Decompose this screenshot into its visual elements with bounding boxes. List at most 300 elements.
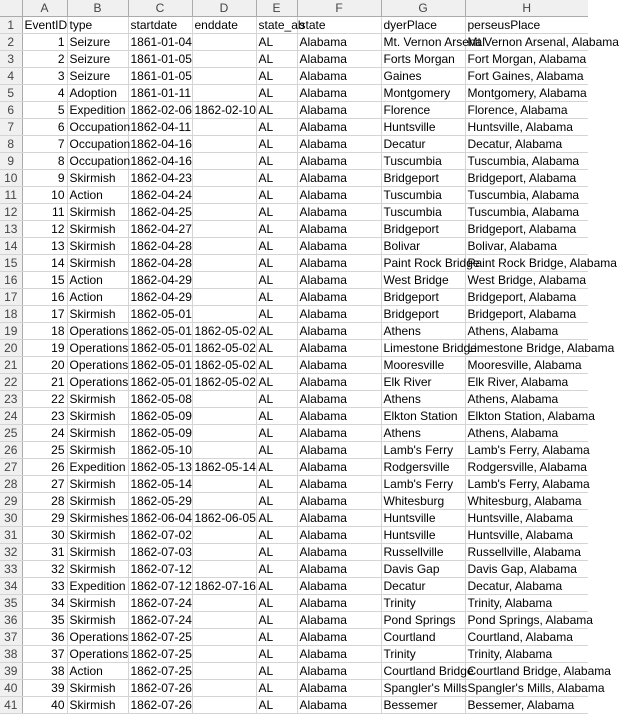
header-cell[interactable]: dyerPlace xyxy=(381,17,465,34)
cell[interactable]: Operations xyxy=(67,629,128,646)
row-number[interactable]: 9 xyxy=(0,153,22,170)
row-number[interactable]: 16 xyxy=(0,272,22,289)
column-header-d[interactable]: D xyxy=(192,0,256,17)
cell[interactable]: Courtland Bridge xyxy=(381,663,465,680)
cell[interactable]: Alabama xyxy=(297,340,381,357)
cell[interactable]: Rodgersville xyxy=(381,459,465,476)
cell[interactable]: Alabama xyxy=(297,238,381,255)
cell[interactable]: AL xyxy=(256,170,297,187)
cell[interactable]: Russellville, Alabama xyxy=(465,544,588,561)
cell[interactable]: 1862-04-28 xyxy=(128,255,192,272)
cell[interactable] xyxy=(192,170,256,187)
cell[interactable]: Alabama xyxy=(297,663,381,680)
cell[interactable]: 1862-05-13 xyxy=(128,459,192,476)
cell[interactable]: Huntsville xyxy=(381,527,465,544)
cell[interactable]: 9 xyxy=(22,170,67,187)
cell[interactable]: Elk River, Alabama xyxy=(465,374,588,391)
cell[interactable]: 1861-01-04 xyxy=(128,34,192,51)
cell[interactable]: Lamb's Ferry xyxy=(381,442,465,459)
row-number[interactable]: 13 xyxy=(0,221,22,238)
cell[interactable]: 1862-04-23 xyxy=(128,170,192,187)
cell[interactable]: AL xyxy=(256,272,297,289)
cell[interactable]: AL xyxy=(256,663,297,680)
cell[interactable]: Operations xyxy=(67,374,128,391)
cell[interactable]: AL xyxy=(256,289,297,306)
cell[interactable]: Mt Vernon Arsenal, Alabama xyxy=(465,34,588,51)
cell[interactable] xyxy=(192,680,256,697)
cell[interactable] xyxy=(192,136,256,153)
row-number[interactable]: 15 xyxy=(0,255,22,272)
row-number[interactable]: 18 xyxy=(0,306,22,323)
cell[interactable]: AL xyxy=(256,119,297,136)
cell[interactable] xyxy=(192,221,256,238)
cell[interactable]: 4 xyxy=(22,85,67,102)
cell[interactable]: Operations xyxy=(67,323,128,340)
cell[interactable]: Athens, Alabama xyxy=(465,391,588,408)
cell[interactable]: Spangler's Mills xyxy=(381,680,465,697)
cell[interactable] xyxy=(192,442,256,459)
cell[interactable]: Florence, Alabama xyxy=(465,102,588,119)
cell[interactable]: Skirmish xyxy=(67,493,128,510)
cell[interactable]: Skirmish xyxy=(67,170,128,187)
cell[interactable]: Alabama xyxy=(297,187,381,204)
row-number[interactable]: 36 xyxy=(0,612,22,629)
cell[interactable]: Athens, Alabama xyxy=(465,323,588,340)
cell[interactable]: Trinity, Alabama xyxy=(465,595,588,612)
cell[interactable]: Alabama xyxy=(297,697,381,714)
cell[interactable]: Alabama xyxy=(297,221,381,238)
row-number[interactable]: 11 xyxy=(0,187,22,204)
cell[interactable] xyxy=(192,408,256,425)
cell[interactable]: 1862-04-28 xyxy=(128,238,192,255)
row-number[interactable]: 27 xyxy=(0,459,22,476)
cell[interactable]: 28 xyxy=(22,493,67,510)
cell[interactable]: 20 xyxy=(22,357,67,374)
cell[interactable]: 1862-05-01 xyxy=(128,306,192,323)
cell[interactable]: 1862-07-16 xyxy=(192,578,256,595)
cell[interactable]: 1862-06-04 xyxy=(128,510,192,527)
cell[interactable]: 5 xyxy=(22,102,67,119)
cell[interactable]: Fort Morgan, Alabama xyxy=(465,51,588,68)
cell[interactable]: Alabama xyxy=(297,544,381,561)
cell[interactable]: Skirmish xyxy=(67,391,128,408)
cell[interactable]: Fort Gaines, Alabama xyxy=(465,68,588,85)
cell[interactable]: Alabama xyxy=(297,170,381,187)
cell[interactable] xyxy=(192,187,256,204)
row-number[interactable]: 24 xyxy=(0,408,22,425)
cell[interactable]: 1862-07-24 xyxy=(128,612,192,629)
cell[interactable]: Occupation xyxy=(67,119,128,136)
cell[interactable]: Lamb's Ferry, Alabama xyxy=(465,476,588,493)
cell[interactable] xyxy=(192,663,256,680)
cell[interactable]: 36 xyxy=(22,629,67,646)
cell[interactable]: Decatur, Alabama xyxy=(465,578,588,595)
cell[interactable]: Seizure xyxy=(67,34,128,51)
cell[interactable]: Seizure xyxy=(67,51,128,68)
cell[interactable]: Seizure xyxy=(67,68,128,85)
row-number[interactable]: 7 xyxy=(0,119,22,136)
row-number[interactable]: 29 xyxy=(0,493,22,510)
cell[interactable]: Alabama xyxy=(297,68,381,85)
cell[interactable]: Alabama xyxy=(297,272,381,289)
header-cell[interactable]: enddate xyxy=(192,17,256,34)
cell[interactable]: Alabama xyxy=(297,136,381,153)
cell[interactable]: Alabama xyxy=(297,391,381,408)
cell[interactable]: Trinity xyxy=(381,595,465,612)
cell[interactable]: 1862-02-10 xyxy=(192,102,256,119)
row-number[interactable]: 23 xyxy=(0,391,22,408)
cell[interactable]: Skirmish xyxy=(67,612,128,629)
row-number[interactable]: 22 xyxy=(0,374,22,391)
header-cell[interactable]: EventID xyxy=(22,17,67,34)
cell[interactable]: Huntsville, Alabama xyxy=(465,119,588,136)
cell[interactable]: Alabama xyxy=(297,527,381,544)
cell[interactable]: 1862-05-29 xyxy=(128,493,192,510)
cell[interactable]: AL xyxy=(256,357,297,374)
cell[interactable] xyxy=(192,85,256,102)
cell[interactable] xyxy=(192,306,256,323)
cell[interactable]: Decatur xyxy=(381,136,465,153)
cell[interactable]: 3 xyxy=(22,68,67,85)
cell[interactable]: AL xyxy=(256,136,297,153)
row-number[interactable]: 5 xyxy=(0,85,22,102)
cell[interactable]: Trinity xyxy=(381,646,465,663)
cell[interactable]: 1 xyxy=(22,34,67,51)
cell[interactable]: Alabama xyxy=(297,374,381,391)
cell[interactable]: Whitesburg, Alabama xyxy=(465,493,588,510)
cell[interactable]: Courtland Bridge, Alabama xyxy=(465,663,588,680)
cell[interactable]: Adoption xyxy=(67,85,128,102)
cell[interactable] xyxy=(192,697,256,714)
cell[interactable]: Alabama xyxy=(297,51,381,68)
cell[interactable]: 1862-05-14 xyxy=(192,459,256,476)
cell[interactable]: 1862-04-16 xyxy=(128,153,192,170)
cell[interactable]: Tuscumbia, Alabama xyxy=(465,153,588,170)
cell[interactable]: AL xyxy=(256,187,297,204)
cell[interactable]: 1862-05-02 xyxy=(192,357,256,374)
column-header-h[interactable]: H xyxy=(465,0,588,17)
cell[interactable]: AL xyxy=(256,34,297,51)
cell[interactable]: 35 xyxy=(22,612,67,629)
cell[interactable]: Bridgeport, Alabama xyxy=(465,289,588,306)
cell[interactable]: Rodgersville, Alabama xyxy=(465,459,588,476)
cell[interactable]: AL xyxy=(256,612,297,629)
cell[interactable]: Florence xyxy=(381,102,465,119)
cell[interactable]: Expedition xyxy=(67,102,128,119)
cell[interactable]: Alabama xyxy=(297,408,381,425)
cell[interactable]: Alabama xyxy=(297,306,381,323)
cell[interactable]: 32 xyxy=(22,561,67,578)
column-header-e[interactable]: E xyxy=(256,0,297,17)
cell[interactable]: 1862-04-11 xyxy=(128,119,192,136)
cell[interactable]: 1862-07-12 xyxy=(128,561,192,578)
cell[interactable]: 38 xyxy=(22,663,67,680)
cell[interactable]: 1862-06-05 xyxy=(192,510,256,527)
cell[interactable]: Expedition xyxy=(67,459,128,476)
cell[interactable]: 8 xyxy=(22,153,67,170)
cell[interactable]: 1862-05-01 xyxy=(128,323,192,340)
cell[interactable] xyxy=(192,51,256,68)
cell[interactable]: Skirmish xyxy=(67,238,128,255)
cell[interactable]: 27 xyxy=(22,476,67,493)
cell[interactable]: 26 xyxy=(22,459,67,476)
cell[interactable]: 1861-01-05 xyxy=(128,68,192,85)
cell[interactable]: Operations xyxy=(67,357,128,374)
cell[interactable] xyxy=(192,119,256,136)
column-header-b[interactable]: B xyxy=(67,0,128,17)
cell[interactable] xyxy=(192,238,256,255)
cell[interactable]: Forts Morgan xyxy=(381,51,465,68)
column-header-g[interactable]: G xyxy=(381,0,465,17)
cell[interactable]: Alabama xyxy=(297,629,381,646)
row-number[interactable]: 12 xyxy=(0,204,22,221)
cell[interactable]: Russellville xyxy=(381,544,465,561)
cell[interactable]: 1862-07-26 xyxy=(128,697,192,714)
cell[interactable]: Alabama xyxy=(297,204,381,221)
cell[interactable]: Alabama xyxy=(297,153,381,170)
select-all-corner[interactable] xyxy=(0,0,22,17)
cell[interactable]: Paint Rock Bridge xyxy=(381,255,465,272)
cell[interactable]: AL xyxy=(256,68,297,85)
cell[interactable]: Mt. Vernon Arsenal xyxy=(381,34,465,51)
column-header-a[interactable]: A xyxy=(22,0,67,17)
cell[interactable]: 1862-05-01 xyxy=(128,357,192,374)
cell[interactable]: 37 xyxy=(22,646,67,663)
cell[interactable]: Bridgeport xyxy=(381,306,465,323)
cell[interactable]: Decatur xyxy=(381,578,465,595)
row-number[interactable]: 39 xyxy=(0,663,22,680)
cell[interactable] xyxy=(192,646,256,663)
column-header-f[interactable]: F xyxy=(297,0,381,17)
row-number[interactable]: 25 xyxy=(0,425,22,442)
cell[interactable]: Occupation xyxy=(67,136,128,153)
cell[interactable]: AL xyxy=(256,680,297,697)
cell[interactable]: AL xyxy=(256,221,297,238)
cell[interactable]: 19 xyxy=(22,340,67,357)
cell[interactable] xyxy=(192,612,256,629)
cell[interactable]: Alabama xyxy=(297,102,381,119)
cell[interactable]: Elkton Station xyxy=(381,408,465,425)
cell[interactable]: 1862-07-03 xyxy=(128,544,192,561)
cell[interactable]: Alabama xyxy=(297,119,381,136)
cell[interactable] xyxy=(192,34,256,51)
row-number[interactable]: 28 xyxy=(0,476,22,493)
cell[interactable]: Action xyxy=(67,272,128,289)
cell[interactable]: AL xyxy=(256,408,297,425)
cell[interactable]: Skirmish xyxy=(67,561,128,578)
row-number[interactable]: 19 xyxy=(0,323,22,340)
row-number[interactable]: 17 xyxy=(0,289,22,306)
row-number[interactable]: 21 xyxy=(0,357,22,374)
cell[interactable]: Skirmish xyxy=(67,306,128,323)
cell[interactable]: Skirmish xyxy=(67,527,128,544)
cell[interactable] xyxy=(192,68,256,85)
cell[interactable]: AL xyxy=(256,459,297,476)
header-cell[interactable]: type xyxy=(67,17,128,34)
cell[interactable]: AL xyxy=(256,340,297,357)
cell[interactable]: Alabama xyxy=(297,425,381,442)
row-number[interactable]: 20 xyxy=(0,340,22,357)
cell[interactable]: 11 xyxy=(22,204,67,221)
cell[interactable]: Skirmishes xyxy=(67,510,128,527)
cell[interactable]: Elk River xyxy=(381,374,465,391)
cell[interactable]: Bridgeport, Alabama xyxy=(465,306,588,323)
cell[interactable]: 14 xyxy=(22,255,67,272)
header-cell[interactable]: state_ab xyxy=(256,17,297,34)
cell[interactable]: Lamb's Ferry xyxy=(381,476,465,493)
cell[interactable]: Action xyxy=(67,663,128,680)
cell[interactable] xyxy=(192,391,256,408)
cell[interactable]: Skirmish xyxy=(67,595,128,612)
cell[interactable]: 1862-07-25 xyxy=(128,646,192,663)
cell[interactable]: Athens, Alabama xyxy=(465,425,588,442)
cell[interactable]: Mooresville, Alabama xyxy=(465,357,588,374)
cell[interactable]: 1862-05-10 xyxy=(128,442,192,459)
header-cell[interactable]: state xyxy=(297,17,381,34)
cell[interactable] xyxy=(192,544,256,561)
cell[interactable]: 1862-04-24 xyxy=(128,187,192,204)
cell[interactable]: Alabama xyxy=(297,34,381,51)
cell[interactable]: 29 xyxy=(22,510,67,527)
row-number[interactable]: 14 xyxy=(0,238,22,255)
cell[interactable]: Expedition xyxy=(67,578,128,595)
cell[interactable]: AL xyxy=(256,306,297,323)
cell[interactable]: Bridgeport xyxy=(381,289,465,306)
cell[interactable] xyxy=(192,204,256,221)
cell[interactable]: 1862-05-14 xyxy=(128,476,192,493)
cell[interactable]: Alabama xyxy=(297,680,381,697)
header-cell[interactable]: startdate xyxy=(128,17,192,34)
cell[interactable]: Alabama xyxy=(297,476,381,493)
cell[interactable]: AL xyxy=(256,238,297,255)
cell[interactable]: West Bridge, Alabama xyxy=(465,272,588,289)
cell[interactable]: Pond Springs, Alabama xyxy=(465,612,588,629)
cell[interactable]: 1862-04-16 xyxy=(128,136,192,153)
cell[interactable]: Courtland xyxy=(381,629,465,646)
cell[interactable]: Alabama xyxy=(297,289,381,306)
cell[interactable]: Tuscumbia, Alabama xyxy=(465,204,588,221)
cell[interactable]: AL xyxy=(256,646,297,663)
cell[interactable]: 1862-05-02 xyxy=(192,340,256,357)
cell[interactable]: Whitesburg xyxy=(381,493,465,510)
cell[interactable]: Limestone Bridge, Alabama xyxy=(465,340,588,357)
cell[interactable]: Alabama xyxy=(297,255,381,272)
row-number[interactable]: 2 xyxy=(0,34,22,51)
cell[interactable]: Spangler's Mills, Alabama xyxy=(465,680,588,697)
cell[interactable]: Bridgeport, Alabama xyxy=(465,170,588,187)
cell[interactable] xyxy=(192,425,256,442)
cell[interactable]: 31 xyxy=(22,544,67,561)
cell[interactable]: Alabama xyxy=(297,493,381,510)
cell[interactable]: Bolivar, Alabama xyxy=(465,238,588,255)
cell[interactable]: 12 xyxy=(22,221,67,238)
row-number[interactable]: 6 xyxy=(0,102,22,119)
cell[interactable]: Action xyxy=(67,187,128,204)
cell[interactable]: Paint Rock Bridge, Alabama xyxy=(465,255,588,272)
cell[interactable]: Huntsville, Alabama xyxy=(465,510,588,527)
row-number[interactable]: 41 xyxy=(0,697,22,714)
cell[interactable]: Action xyxy=(67,289,128,306)
cell[interactable]: Tuscumbia xyxy=(381,187,465,204)
cell[interactable]: Skirmish xyxy=(67,680,128,697)
cell[interactable]: Tuscumbia, Alabama xyxy=(465,187,588,204)
cell[interactable] xyxy=(192,527,256,544)
cell[interactable]: Davis Gap, Alabama xyxy=(465,561,588,578)
column-header-c[interactable]: C xyxy=(128,0,192,17)
row-number[interactable]: 3 xyxy=(0,51,22,68)
cell[interactable]: 1862-07-02 xyxy=(128,527,192,544)
row-number[interactable]: 4 xyxy=(0,68,22,85)
cell[interactable]: AL xyxy=(256,544,297,561)
cell[interactable]: 1862-05-01 xyxy=(128,340,192,357)
cell[interactable]: 30 xyxy=(22,527,67,544)
cell[interactable] xyxy=(192,493,256,510)
row-number[interactable]: 37 xyxy=(0,629,22,646)
cell[interactable]: Tuscumbia xyxy=(381,153,465,170)
cell[interactable]: 1862-05-09 xyxy=(128,408,192,425)
cell[interactable]: 1862-05-02 xyxy=(192,374,256,391)
cell[interactable]: Alabama xyxy=(297,323,381,340)
cell[interactable]: 23 xyxy=(22,408,67,425)
header-cell[interactable]: perseusPlace xyxy=(465,17,588,34)
cell[interactable]: AL xyxy=(256,595,297,612)
row-number[interactable]: 40 xyxy=(0,680,22,697)
cell[interactable]: Alabama xyxy=(297,646,381,663)
cell[interactable]: Alabama xyxy=(297,459,381,476)
cell[interactable]: 1862-07-25 xyxy=(128,663,192,680)
cell[interactable]: 40 xyxy=(22,697,67,714)
cell[interactable] xyxy=(192,272,256,289)
row-number[interactable]: 30 xyxy=(0,510,22,527)
row-number[interactable]: 31 xyxy=(0,527,22,544)
cell[interactable]: 16 xyxy=(22,289,67,306)
row-number[interactable]: 34 xyxy=(0,578,22,595)
cell[interactable]: AL xyxy=(256,442,297,459)
cell[interactable]: Alabama xyxy=(297,578,381,595)
row-number[interactable]: 33 xyxy=(0,561,22,578)
row-number[interactable]: 35 xyxy=(0,595,22,612)
cell[interactable]: AL xyxy=(256,391,297,408)
cell[interactable]: AL xyxy=(256,51,297,68)
cell[interactable]: AL xyxy=(256,561,297,578)
cell[interactable]: 1862-07-12 xyxy=(128,578,192,595)
cell[interactable]: Courtland, Alabama xyxy=(465,629,588,646)
cell[interactable]: 1862-05-02 xyxy=(192,323,256,340)
cell[interactable]: Alabama xyxy=(297,561,381,578)
cell[interactable]: AL xyxy=(256,374,297,391)
cell[interactable]: Skirmish xyxy=(67,408,128,425)
cell[interactable]: AL xyxy=(256,493,297,510)
cell[interactable]: West Bridge xyxy=(381,272,465,289)
cell[interactable]: 34 xyxy=(22,595,67,612)
cell[interactable]: Operations xyxy=(67,340,128,357)
row-number[interactable]: 8 xyxy=(0,136,22,153)
cell[interactable]: Skirmish xyxy=(67,697,128,714)
cell[interactable] xyxy=(192,476,256,493)
cell[interactable]: Alabama xyxy=(297,510,381,527)
cell[interactable]: 10 xyxy=(22,187,67,204)
row-number[interactable]: 32 xyxy=(0,544,22,561)
cell[interactable]: Skirmish xyxy=(67,442,128,459)
cell[interactable]: Alabama xyxy=(297,357,381,374)
cell[interactable]: AL xyxy=(256,153,297,170)
cell[interactable]: Limestone Bridge xyxy=(381,340,465,357)
cell[interactable]: Athens xyxy=(381,391,465,408)
cell[interactable]: Occupation xyxy=(67,153,128,170)
cell[interactable]: Gaines xyxy=(381,68,465,85)
row-number[interactable]: 38 xyxy=(0,646,22,663)
cell[interactable]: AL xyxy=(256,323,297,340)
